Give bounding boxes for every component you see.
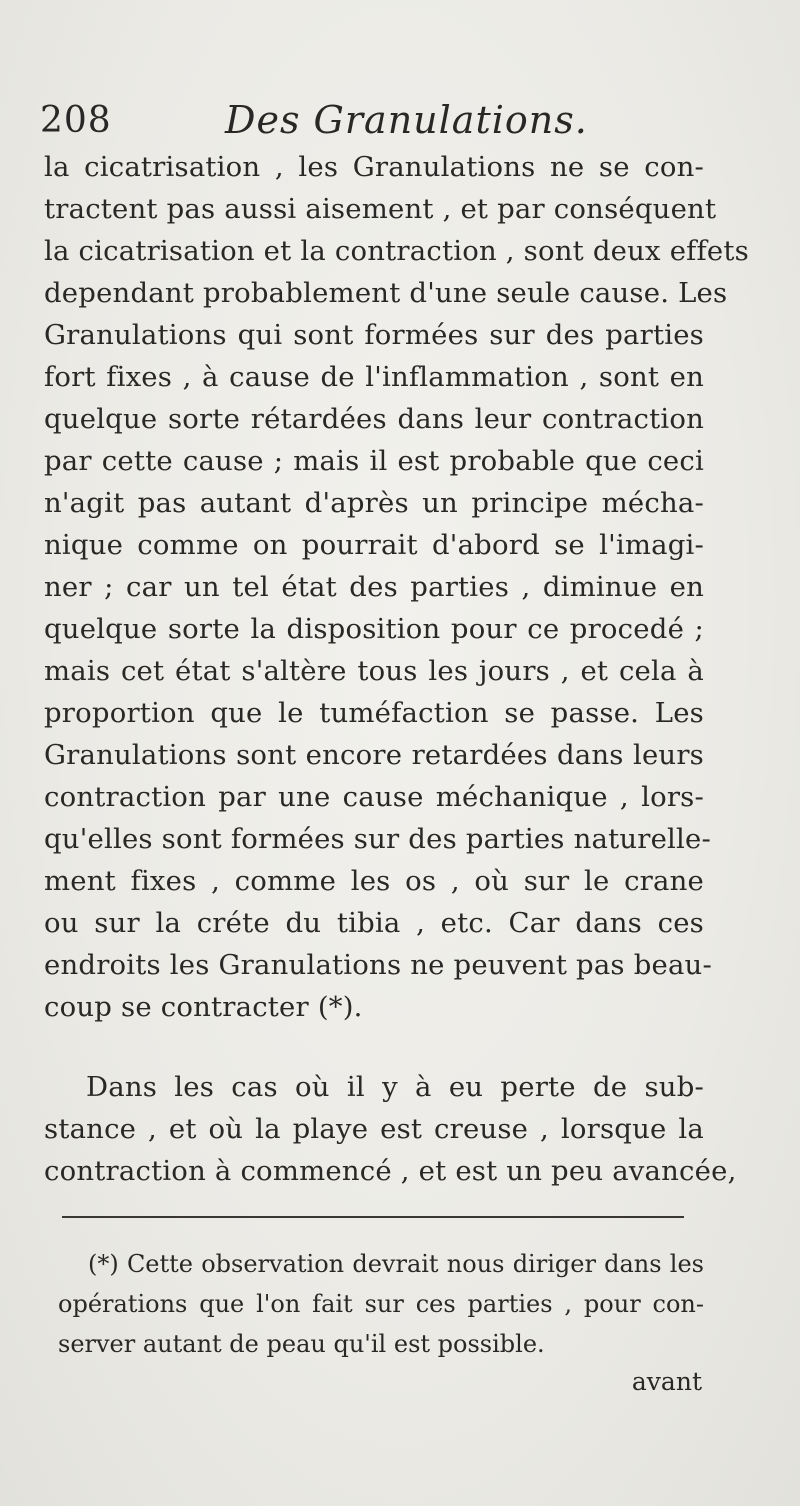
text-line: stance , et où la playe est creuse , lorsque la: [44, 1113, 704, 1145]
text-line: Dans les cas où il y à eu perte de sub-: [86, 1071, 704, 1103]
text-line: quelque sorte rétardées dans leur contraction: [44, 403, 704, 435]
text-line: Granulations sont encore retardées dans leurs: [44, 739, 704, 771]
text-line: mais cet état s'altère tous les jours , et cela à: [44, 655, 704, 687]
page-number: 208: [40, 100, 112, 141]
text-line: ou sur la créte du tibia , etc. Car dans ces: [44, 907, 704, 939]
text-line: n'agit pas autant d'après un principe mécha-: [44, 487, 704, 519]
text-line: proportion que le tuméfaction se passe. Les: [44, 697, 704, 729]
text-line: la cicatrisation et la contraction , sont deux effets: [44, 235, 749, 267]
text-line: contraction à commencé , et est un peu avancée,: [44, 1155, 737, 1187]
catchword: avant: [631, 1367, 702, 1396]
footnote-rule: [62, 1216, 684, 1218]
text-line: par cette cause ; mais il est probable que ceci: [44, 445, 704, 477]
text-line: ner ; car un tel état des parties , diminue en: [44, 571, 704, 603]
text-line: ment fixes , comme les os , où sur le crane: [44, 865, 704, 897]
footnote: [58, 1244, 704, 1364]
text-line: fort fixes , à cause de l'inflammation , sont en: [44, 361, 704, 393]
text-line: coup se contracter (*).: [44, 991, 363, 1023]
text-line: endroits les Granulations ne peuvent pas beau-: [44, 949, 712, 981]
text-line: dependant probablement d'une seule cause. Les: [44, 277, 728, 309]
text-line: contraction par une cause méchanique , lors-: [44, 781, 704, 813]
footnote-line: (*) Cette observation devrait nous diriger dans les: [88, 1250, 704, 1278]
text-line: nique comme on pourrait d'abord se l'imagi-: [44, 529, 704, 561]
paragraph-gap: [44, 1028, 704, 1066]
footnote-line: opérations que l'on fait sur ces parties , pour con-: [58, 1290, 704, 1318]
text-line: quelque sorte la disposition pour ce procedé ;: [44, 613, 704, 645]
body-text: [44, 146, 749, 1192]
page-header: [40, 96, 740, 146]
running-title: Des Granulations.: [225, 98, 588, 142]
text-line: Granulations qui sont formées sur des parties: [44, 319, 704, 351]
text-line: qu'elles sont formées sur des parties naturelle-: [44, 823, 712, 855]
text-line: la cicatrisation , les Granulations ne se con-: [44, 151, 704, 183]
footnote-line: server autant de peau qu'il est possible.: [58, 1330, 545, 1358]
text-line: tractent pas aussi aisement , et par conséquent: [44, 193, 717, 225]
